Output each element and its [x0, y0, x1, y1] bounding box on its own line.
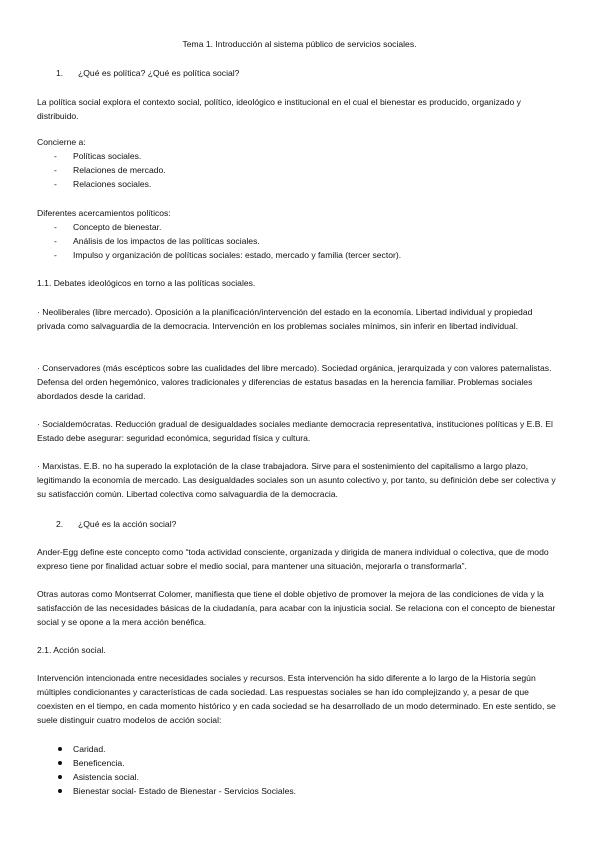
- enfoques-list: [37, 220, 562, 262]
- list-item: - Políticas sociales.: [54, 151, 142, 161]
- modelos-accion-social-list: [37, 742, 562, 798]
- colomer-paragraph: Otras autoras como Montserrat Colomer, manifiesta que tiene el doble objetivo de promover la mejora de las condiciones de vida y la satisfacción de las necesidades básicas de la ciudadanía, para acabar con la injusticia social. Se relaciona con el concepto de bienestar social y se opone a la mera acción benéfica.: [37, 589, 556, 627]
- list-item: - Relaciones de mercado.: [54, 165, 166, 175]
- section-2-1-heading: 2.1. Acción social.: [37, 645, 106, 655]
- list-item: - Impulso y organización de políticas sociales: estado, mercado y familia (tercer sector).: [54, 250, 402, 260]
- list-item: - Análisis de los impactos de las políticas sociales.: [54, 236, 260, 246]
- list-item: Bienestar social- Estado de Bienestar - Servicios Sociales.: [37, 784, 562, 798]
- enfoques-label: Diferentes acercamientos políticos:: [37, 208, 171, 218]
- concierne-label: Concierne a:: [37, 137, 86, 147]
- marxistas-paragraph: · Marxistas. E.B. no ha superado la explotación de la clase trabajadora. Sirve para el sostenimiento del capitalismo a largo plazo, legitimando la economía de mercado. Las desigualdades sociales son un asunto colectivo y, por tanto, su definición debe ser colectiva y su satisfacción común. Libertad colectiva como salvaguardia de la democracia.: [37, 461, 556, 499]
- bullet-icon: [58, 747, 62, 751]
- list-item: Caridad.: [37, 742, 562, 756]
- bullet-icon: [58, 761, 62, 765]
- section-2-heading: [37, 517, 176, 531]
- section-2-heading-text: ¿Qué es la acción social?: [78, 519, 177, 529]
- section-1-number: 1.: [56, 68, 64, 78]
- concierne-list: [37, 149, 562, 191]
- list-item: Asistencia social.: [37, 770, 562, 784]
- bullet-icon: [58, 789, 62, 793]
- list-item: - Relaciones sociales.: [54, 179, 152, 189]
- conservadores-paragraph: · Conservadores (más escépticos sobre las cualidades del libre mercado). Sociedad orgánica, jerarquizada y con valores paternalistas. Defensa del orden hegemónico, valores tradicionales y diferencias de estatus basadas en la herencia familiar. Problemas sociales abordados desde la caridad.: [37, 363, 552, 401]
- neoliberales-paragraph: · Neoliberales (libre mercado). Oposición a la planificación/intervención del estado en la economía. Libertad individual y propiedad privada como salvaguardia de la democracia. Intervención en los problemas sociales mínimos, sin inferir en libertad individual.: [37, 307, 533, 331]
- section-1-heading: [37, 66, 239, 80]
- ander-egg-paragraph: Ander-Egg define este concepto como “toda actividad consciente, organizada y dirigida de manera individual o colectiva, que de modo expreso tiene por finalidad actuar sobre el medio social, para mantener una situación, mejorarla o transformarla”.: [37, 547, 549, 571]
- section-2-number: 2.: [56, 519, 64, 529]
- section-1-heading-text: ¿Qué es política? ¿Qué es política social?: [78, 68, 240, 78]
- bullet-icon: [58, 775, 62, 779]
- document-title: Tema 1. Introducción al sistema público de servicios sociales.: [182, 39, 417, 49]
- politica-social-definition: La política social explora el contexto social, político, ideológico e institucional en el cual el bienestar es producido, organizado y distribuido.: [37, 97, 521, 121]
- list-item: - Concepto de bienestar.: [54, 222, 162, 232]
- socialdemocratas-paragraph: · Socialdemócratas. Reducción gradual de desigualdades sociales mediante democracia representativa, instituciones políticas y E.B. El Estado debe asegurar: seguridad económica, seguridad física y cultura.: [37, 419, 553, 443]
- accion-social-paragraph: Intervención intencionada entre necesidades sociales y recursos. Esta intervención ha sido diferente a lo largo de la Historia según múltiples condicionantes y características de cada sociedad. Las respuestas sociales se han ido complejizando y, a pesar de que coexisten en el tiempo, en cada momento histórico y en cada sociedad se ha desarrollado de un modo determinado. En este sentido, se suele distinguir cuatro modelos de acción social:: [37, 673, 556, 725]
- section-1-1-heading: 1.1. Debates ideológicos en torno a las políticas sociales.: [37, 278, 256, 288]
- list-item: Beneficencia.: [37, 756, 562, 770]
